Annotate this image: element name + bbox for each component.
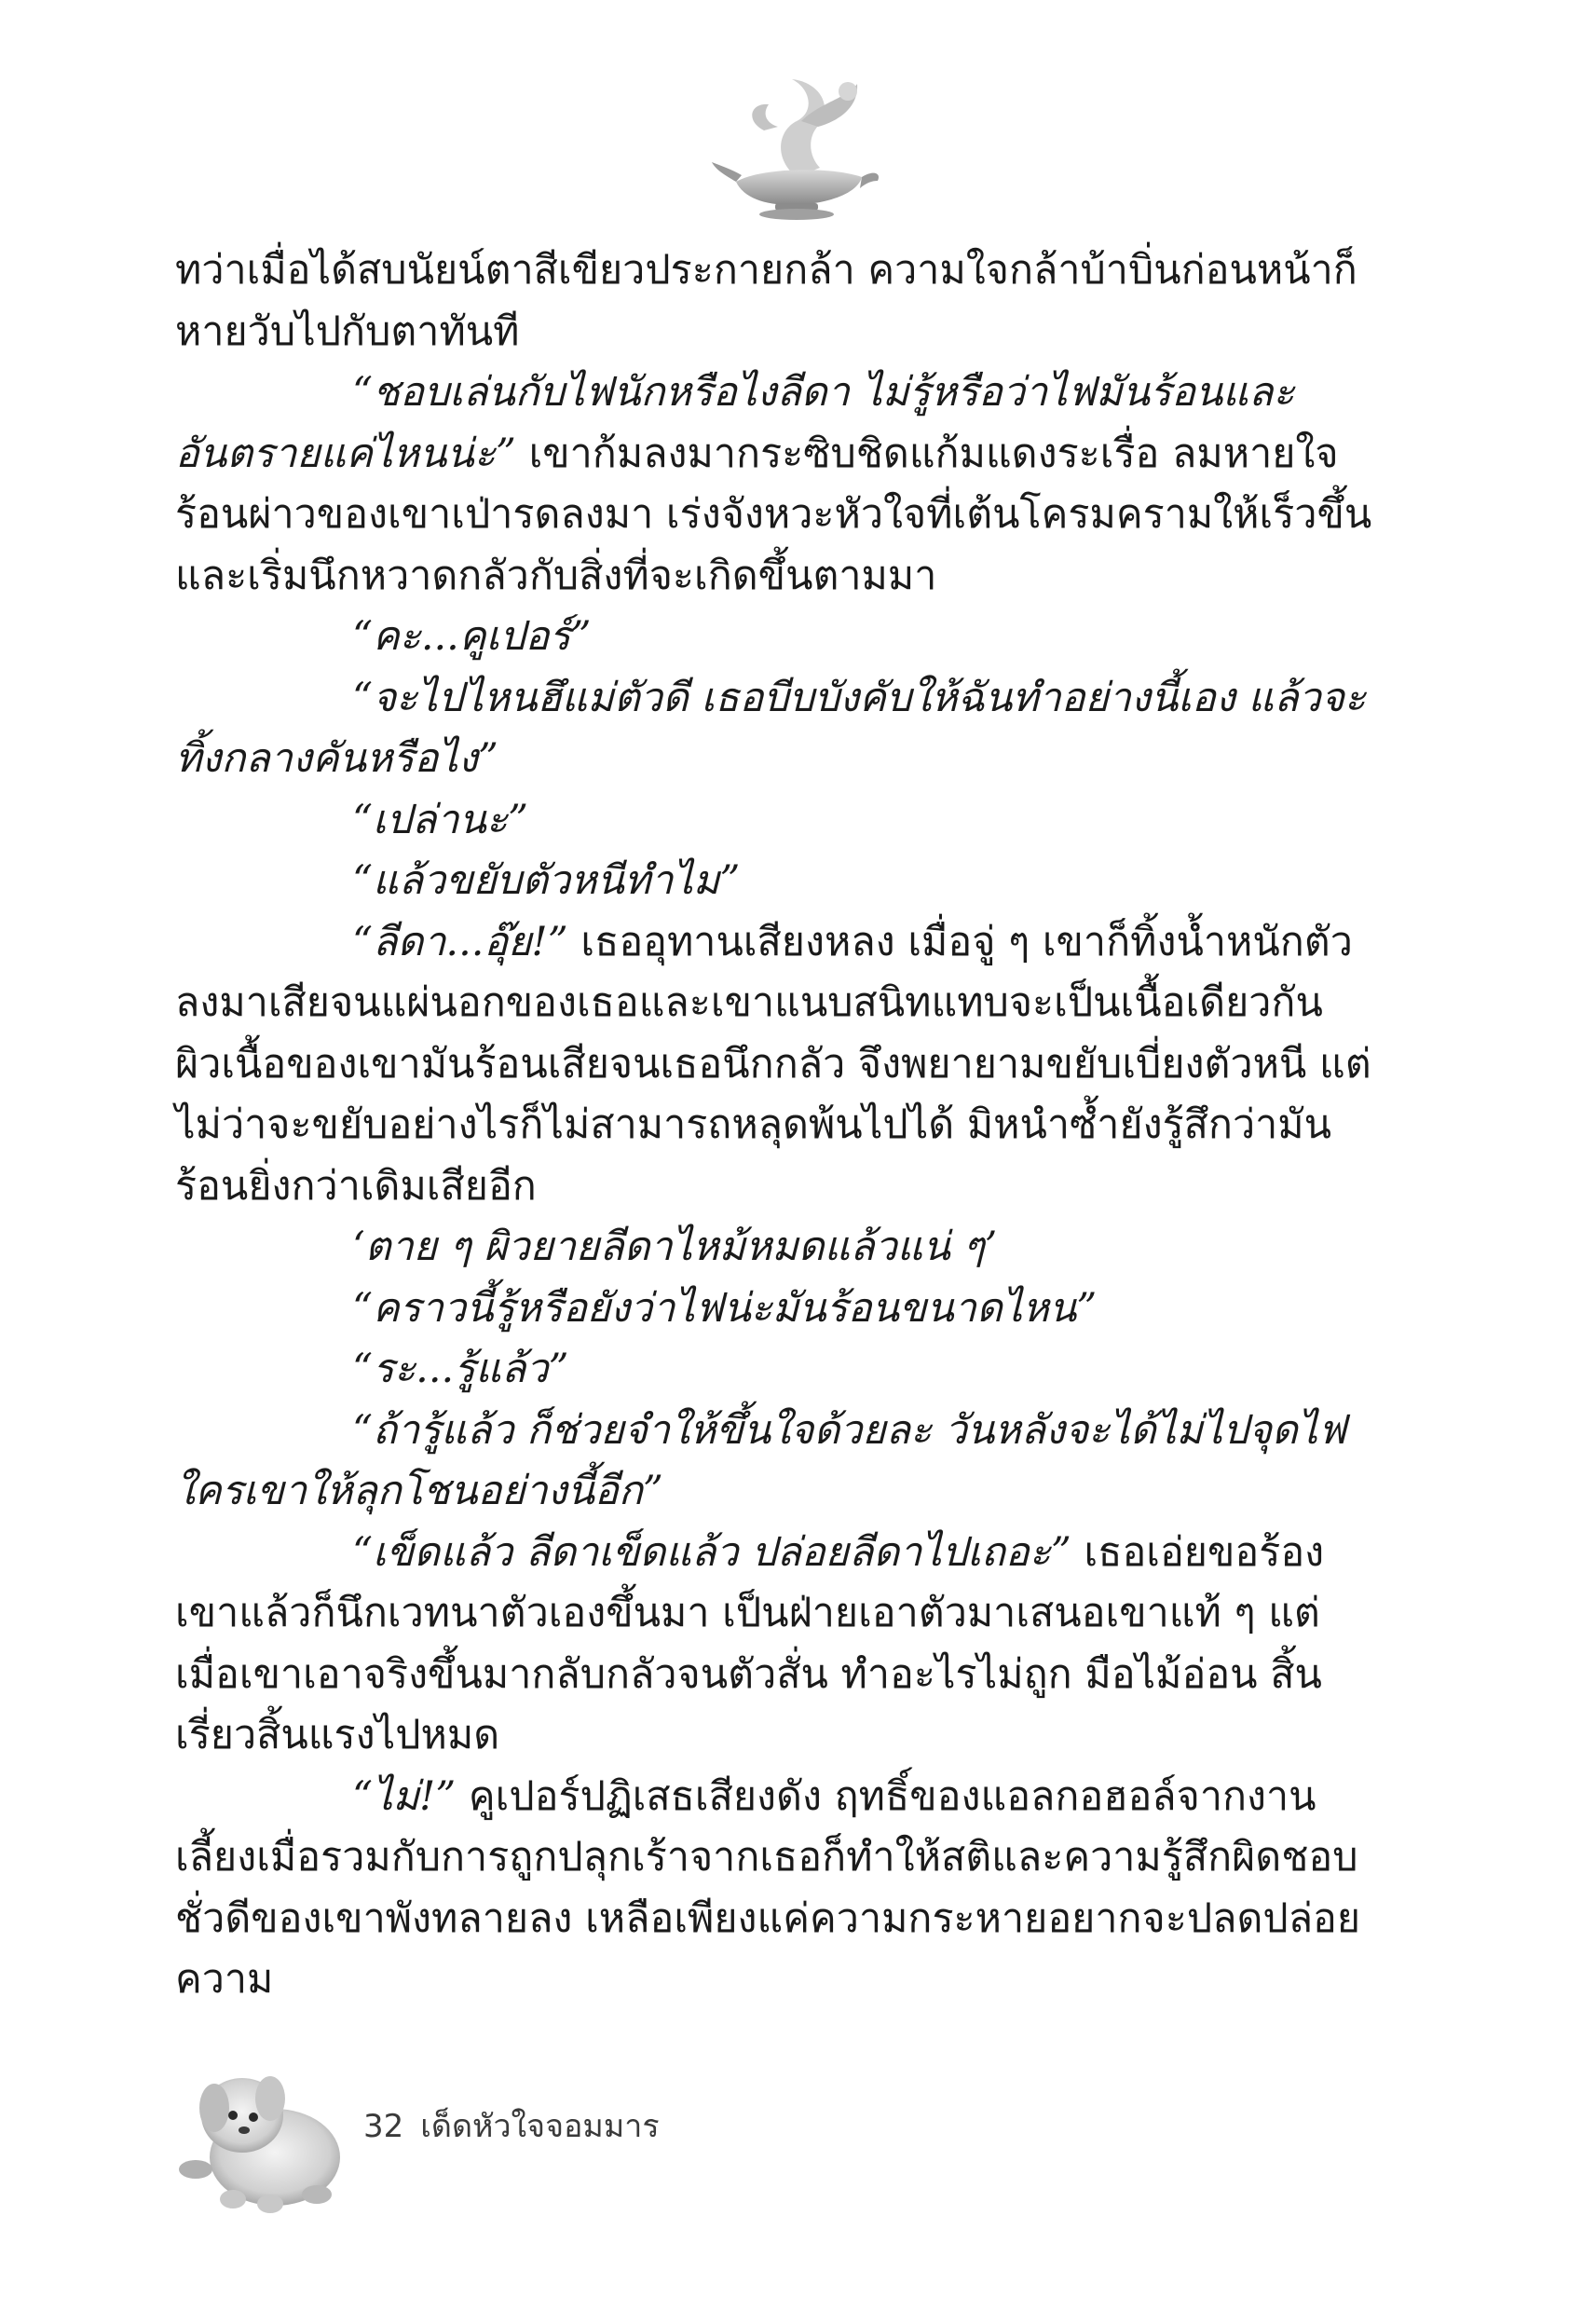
paragraph-6: “แล้วขยับตัวหนีทำไม” [352,857,741,904]
paragraph-12 [175,1523,1377,1767]
narration: เธออุทานเสียงหลง เมื่อจู่ ๆ เขาก็ทิ้งน้ำหนักตัวลงมาเสียจนแผ่นอกของเธอและเขาแนบสนิทแทบจะเป็นเนื้อเดียวกัน ผิวเนื้อของเขามันร้อนเสียจนเธอนึกกลัว จึงพยายามขยับเบี่ยงตัวหนี แต่ไม่ว่าจะขยับอย่างไรก็ไม่สามารถหลุดพ้นไปได้ มิหนำซ้ำยังรู้สึกว่ามันร้อนยิ่งกว่าเดิมเสียอีก [175,918,1371,1210]
paragraph-4: “จะไปไหนฮึแม่ตัวดี เธอบีบบังคับให้ฉันทำอย่างนี้เอง แล้วจะทิ้งกลางคันหรือไง” [175,674,1366,782]
paragraph-9: “คราวนี้รู้หรือยังว่าไฟน่ะมันร้อนขนาดไหน” [352,1284,1098,1332]
paragraph-10: “ระ...รู้แล้ว” [352,1346,569,1392]
paragraph-11: “ถ้ารู้แล้ว ก็ช่วยจำให้ขึ้นใจด้วยละ วันหลังจะได้ไม่ไปจุดไฟใครเขาให้ลุกโชนอย่างนี้อีก” [175,1406,1346,1514]
dialogue: “เข็ดแล้ว ลีดาเข็ดแล้ว ปล่อยลีดาไปเถอะ” [352,1528,1071,1576]
narration: คูเปอร์ปฏิเสธเสียงดัง ฤทธิ์ของแอลกอฮอล์จากงานเลี้ยงเมื่อรวมกับการถูกปลุกเร้าจากเธอก็ทำให้สติและความรู้สึกผิดชอบชั่วดีของเขาพังทลายลง เหลือเพียงแค่ความกระหายอยากจะปลดปล่อยความ [175,1772,1361,2003]
dialogue: “ลีดา...อุ๊ย!” [352,918,568,965]
puppy-image [177,2050,363,2218]
paragraph-1: ทว่าเมื่อได้สบนัยน์ตาสีเขียวประกายกล้า ความใจกล้าบ้าบิ่นก่อนหน้าก็หายวับไปกับตาทันที [175,247,1357,355]
paragraph-8: ‘ตาย ๆ ผิวยายลีดาไหม้หมดแล้วแน่ ๆ’ [352,1224,998,1270]
page-number: 32 [363,2108,404,2145]
body-text [175,240,1377,2011]
paragraph-5: “เปล่านะ” [352,796,528,843]
dialogue: “ชอบเล่นกับไฟนักหรือไงลีดา ไม่รู้หรือว่าไฟมันร้อนและอันตรายแค่ไหนน่ะ” [175,369,1295,477]
paragraph-7 [175,912,1377,1218]
narration: เธอเอ่ยขอร้องเขาแล้วก็นึกเวทนาตัวเองขึ้นมา เป็นฝ่ายเอาตัวมาเสนอเขาแท้ ๆ แต่เมื่อเขาเอาจริงขึ้นมากลับกลัวจนตัวสั่น ทำอะไรไม่ถูก มือไม้อ่อน สิ้นเรี่ยวสิ้นแรงไปหมด [175,1528,1325,1758]
page-folio [363,2100,660,2151]
dialogue: “ไม่!” [352,1772,457,1820]
narration: เขาก้มลงมากระซิบชิดแก้มแดงระเรื่อ ลมหายใจร้อนผ่าวของเขาเป่ารดลงมา เร่งจังหวะหัวใจที่เต้นโครมครามให้เร็วขึ้นและเริ่มนึกหวาดกลัวกับสิ่งที่จะเกิดขึ้นตามมา [175,430,1372,599]
paragraph-2 [175,362,1377,607]
paragraph-3: “คะ...คูเปอร์” [352,613,592,660]
paragraph-13 [175,1767,1377,2011]
page-footer [177,2050,829,2218]
magic-lamp-genie-icon [708,65,885,224]
book-title: เด็ดหัวใจจอมมาร [420,2108,660,2145]
